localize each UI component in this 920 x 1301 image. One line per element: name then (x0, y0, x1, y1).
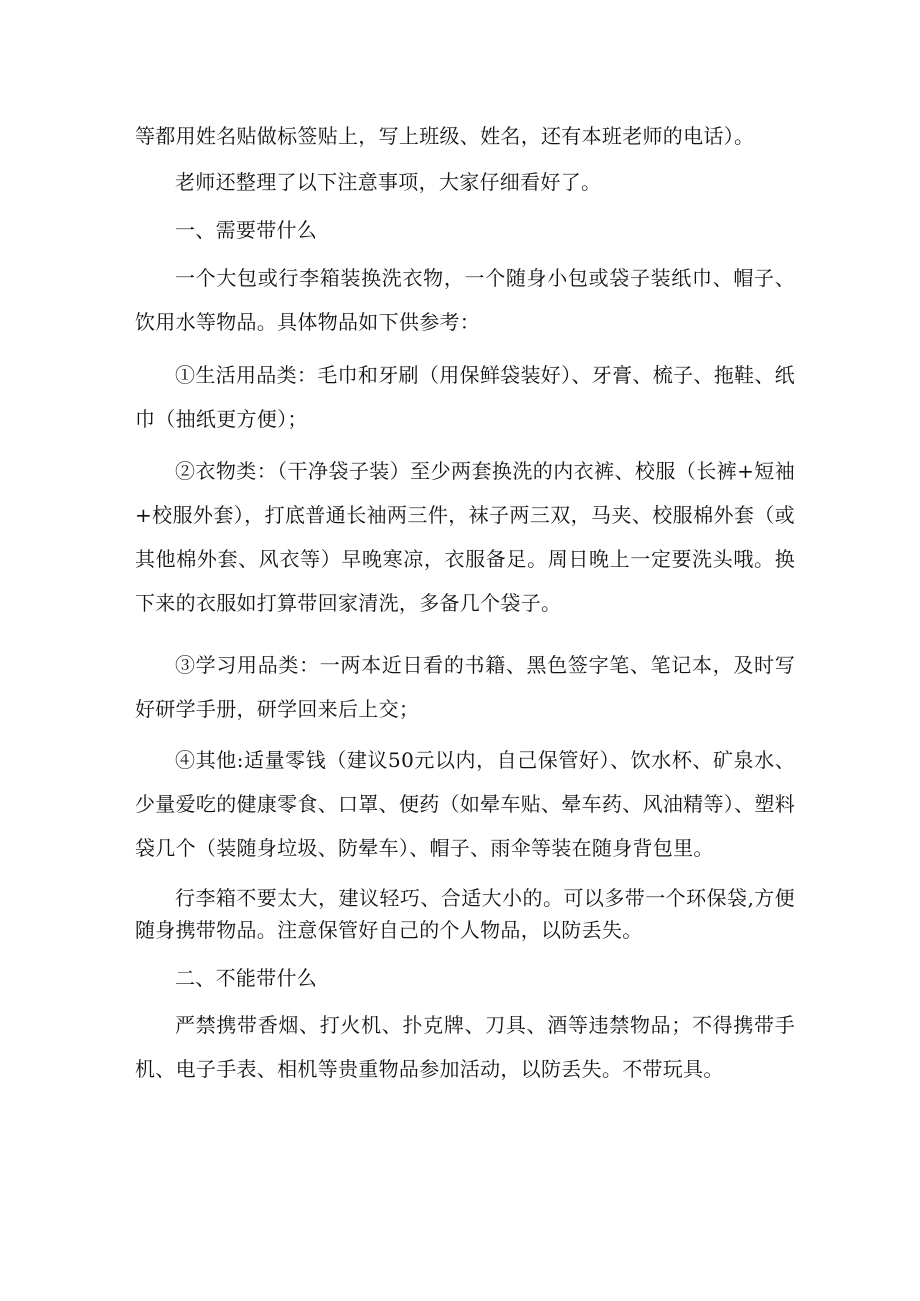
paragraph-luggage-note: 行李箱不要太大，建议轻巧、合适大小的。可以多带一个环保袋,方便随身携带物品。注意保管好自己的个人物品，以防丢失。 (135, 886, 795, 942)
paragraph-intro: 老师还整理了以下注意事项，大家仔细看好了。 (175, 170, 602, 194)
paragraph-study-items: ③学习用品类：一两本近日看的书籍、黑色签字笔、笔记本，及时写好研学手册，研学回来后上交； (135, 653, 795, 721)
section-heading-what-not-to-bring: 二、不能带什么 (175, 966, 318, 990)
paragraph-clothing: ②衣物类：（干净袋子装）至少两套换洗的内衣裤、校服（长裤+短袖+校服外套），打底普通长袖两三件，袜子两三双，马夹、校服棉外套（或其他棉外套、风衣等）早晚寒凉，衣服备足。周日晚上一定要洗头哦。换下来的衣服如打算带回家清洗，多备几个袋子。 (135, 459, 795, 615)
paragraph-other-items: ④其他:适量零钱（建议50元以内，自己保管好）、饮水杯、矿泉水、少量爱吃的健康零食、口罩、便药（如晕车贴、晕车药、风油精等）、塑料袋几个（装随身垃圾、防晕车）、帽子、雨伞等装在随身背包里。 (135, 748, 795, 860)
paragraph-daily-items: ①生活用品类：毛巾和牙刷（用保鲜袋装好）、牙膏、梳子、拖鞋、纸巾（抽纸更方便）； (135, 363, 795, 431)
section-heading-what-to-bring: 一、需要带什么 (175, 218, 318, 242)
paragraph-prohibited-items: 严禁携带香烟、打火机、扑克牌、刀具、酒等违禁物品；不得携带手机、电子手表、相机等贵重物品参加活动，以防丢失。不带玩具。 (135, 1013, 795, 1081)
paragraph-continuation: 等都用姓名贴做标签贴上，写上班级、姓名，还有本班老师的电话）。 (135, 124, 755, 148)
paragraph-bags: 一个大包或行李箱装换洗衣物，一个随身小包或袋子装纸巾、帽子、饮用水等物品。具体物品如下供参考： (135, 266, 795, 334)
